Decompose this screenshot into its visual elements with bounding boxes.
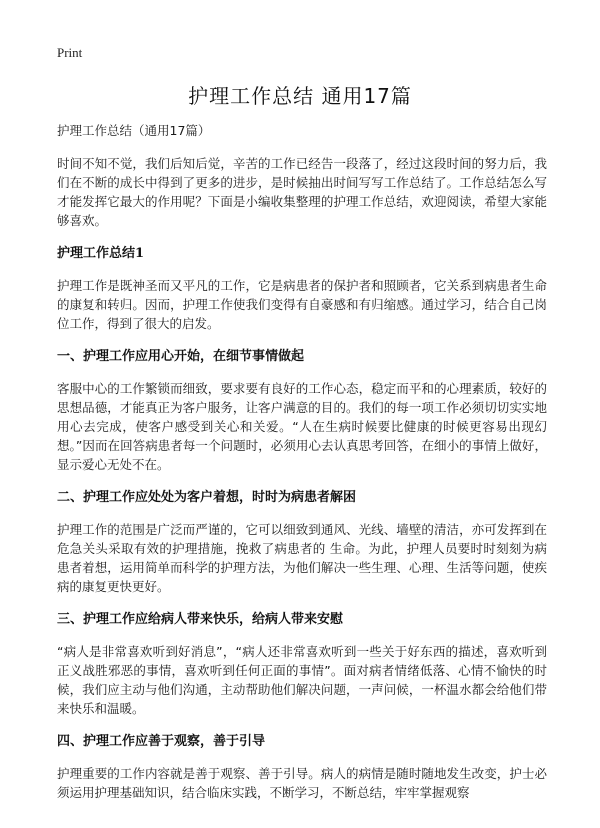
subsection-heading-4: 四、护理工作应善于观察，善于引导 [57, 734, 266, 749]
subsection-heading-3: 三、护理工作应给病人带来快乐，给病人带来安慰 [57, 612, 344, 627]
subsection-body-3: “病人是非常喜欢听到好消息”，“病人还非常喜欢听到一些关于好东西的描述，喜欢听到正义战胜邪恶的事情，喜欢听到任何正面的事情”。面对病者情绪低落、心情不愉快的时候，我们应主动与他们沟通，主动帮助他们解决问题，一声问候，一杯温水都会给他们带来快乐和温暖。 [57, 644, 547, 716]
section-heading: 护理工作总结1 [57, 246, 145, 261]
subsection-body-4: 护理重要的工作内容就是善于观察、善于引导。病人的病情是随时随地发生改变，护士必须运用护理基础知识，结合临床实践，不断学习，不断总结，牢牢掌握观察 [57, 766, 547, 800]
print-link[interactable]: Print [57, 45, 83, 60]
document-title: 护理工作总结 通用17篇 [188, 84, 412, 108]
subsection-heading-2: 二、护理工作应处处为客户着想，时时为病患者解困 [57, 490, 357, 505]
subsection-body-1: 客服中心的工作繁锁而细致，要求要有良好的工作心态，稳定而平和的心理素质，较好的思想品德，才能真正为客户服务，让客户满意的目的。我们的每一项工作必须切切实实地用心去完成，使客户感受到关心和关爱。“人在生病时候要比健康的时候更容易出现幻想。”因而在回答病患者每一个问题时，必须用心去认真思考回答，在细小的事情上做好，显示爱心无处不在。 [57, 381, 547, 472]
subsection-heading-1: 一、护理工作应用心开始，在细节事情做起 [57, 349, 305, 364]
document-subtitle: 护理工作总结（通用17篇） [57, 123, 211, 138]
document-body [57, 121, 547, 816]
section-intro-paragraph: 护理工作是既神圣而又平凡的工作，它是病患者的保护者和照顾者，它关系到病患者生命的康复和转归。因而，护理工作使我们变得有自豪感和有归缩感。通过学习，结合自己岗位工作，得到了很大的启发。 [57, 278, 547, 331]
subsection-body-2: 护理工作的范围是广泛而严谨的，它可以细致到通风、光线、墙壁的清洁，亦可发挥到在危急关头采取有效的护理措施，挽救了病患者的 生命。为此，护理人员要时时刻刻为病患者着想，运用简单而科学的护理方法，为他们解决一些生理、心理、生活等问题，使疾病的康复更快更好。 [57, 522, 547, 594]
intro-paragraph: 时间不知不觉，我们后知后觉，辛苦的工作已经告一段落了，经过这段时间的努力后，我们在不断的成长中得到了更多的进步，是时候抽出时间写写工作总结了。工作总结怎么写才能发挥它最大的作用呢？下面是小编收集整理的护理工作总结，欢迎阅读，希望大家能够喜欢。 [57, 156, 547, 228]
